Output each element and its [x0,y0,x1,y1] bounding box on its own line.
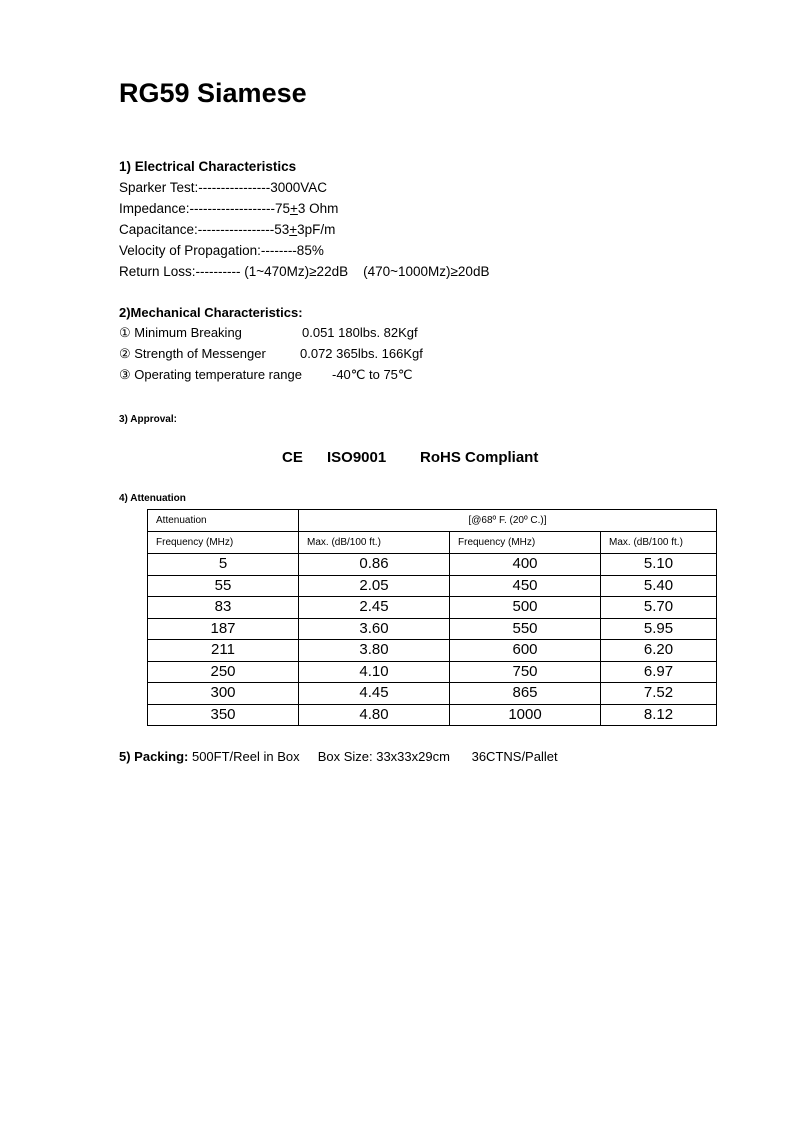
table-cell: 600 [450,640,601,662]
table-cell: 350 [148,704,299,726]
mech-value: -40℃ to 75℃ [332,367,413,382]
table-cell: 55 [148,575,299,597]
table-cell: 3.80 [299,640,450,662]
mech-item: ③ Operating temperature range [119,367,302,382]
mech-item: ② Strength of Messenger [119,346,266,361]
mech-item: ① Minimum Breaking [119,325,242,340]
packing-label: 5) Packing: [119,749,189,764]
table-row [148,575,717,597]
capacitance [119,222,335,237]
table-cell: 5.70 [601,597,717,619]
capacitance-pm: + [289,222,298,237]
col-header: Frequency (MHz) [148,532,299,554]
table-row [148,597,717,619]
table-row [148,618,717,640]
table-cell: 3.60 [299,618,450,640]
table-cell: 2.45 [299,597,450,619]
impedance-pre: Impedance:-------------------75 [119,201,290,216]
mech-value: 0.072 365lbs. 166Kgf [300,346,423,361]
capacitance-post: 3pF/m [297,222,336,237]
table-row [148,661,717,683]
table-cell: 750 [450,661,601,683]
table-cell: 5.95 [601,618,717,640]
table-cell: 865 [450,683,601,705]
sparker-test: Sparker Test:----------------3000VAC [119,180,328,195]
approval-iso: ISO9001 [327,449,387,466]
table-cell: 400 [450,554,601,576]
table-cell: 5.10 [601,554,717,576]
table-cell: 6.97 [601,661,717,683]
table-cell: 211 [148,640,299,662]
impedance [119,201,338,216]
header-attenuation: Attenuation [148,510,299,532]
table-cell: 5 [148,554,299,576]
attenuation-heading: 4) Attenuation [119,493,186,504]
table-cell: 250 [148,661,299,683]
approval-ce: CE [282,449,303,466]
table-cell: 2.05 [299,575,450,597]
mechanical-heading: 2)Mechanical Characteristics: [119,305,303,320]
table-cell: 187 [148,618,299,640]
col-header: Max. (dB/100 ft.) [601,532,717,554]
attenuation-table [147,509,717,726]
header-condition: [@68º F. (20º C.)] [299,510,717,532]
approval-heading: 3) Approval: [119,414,177,425]
approval-rohs: RoHS Compliant [420,449,539,466]
col-header: Max. (dB/100 ft.) [299,532,450,554]
table-row [148,640,717,662]
table-cell: 4.10 [299,661,450,683]
col-header: Frequency (MHz) [450,532,601,554]
impedance-pm: + [289,201,298,216]
table-cell: 83 [148,597,299,619]
electrical-heading: 1) Electrical Characteristics [119,159,297,174]
table-cell: 5.40 [601,575,717,597]
table-cell: 550 [450,618,601,640]
mech-value: 0.051 180lbs. 82Kgf [302,325,418,340]
table-cell: 4.80 [299,704,450,726]
page-title: RG59 Siamese [119,78,307,108]
table-row [148,704,717,726]
impedance-post: 3 Ohm [297,201,339,216]
table-row [148,554,717,576]
table-cell: 4.45 [299,683,450,705]
table-cell: 500 [450,597,601,619]
table-cell: 0.86 [299,554,450,576]
capacitance-pre: Capacitance:-----------------53 [119,222,290,237]
table-cell: 6.20 [601,640,717,662]
table-cell: 450 [450,575,601,597]
packing [119,749,558,764]
return-loss: Return Loss:---------- (1~470Mz)≥22dB (470~1000Mz)≥20dB [119,264,490,279]
table-cell: 8.12 [601,704,717,726]
table-cell: 7.52 [601,683,717,705]
table-row [148,683,717,705]
packing-text: 500FT/Reel in Box Box Size: 33x33x29cm 36CTNS/Pallet [188,749,558,764]
velocity: Velocity of Propagation:--------85% [119,243,324,258]
table-cell: 1000 [450,704,601,726]
table-cell: 300 [148,683,299,705]
